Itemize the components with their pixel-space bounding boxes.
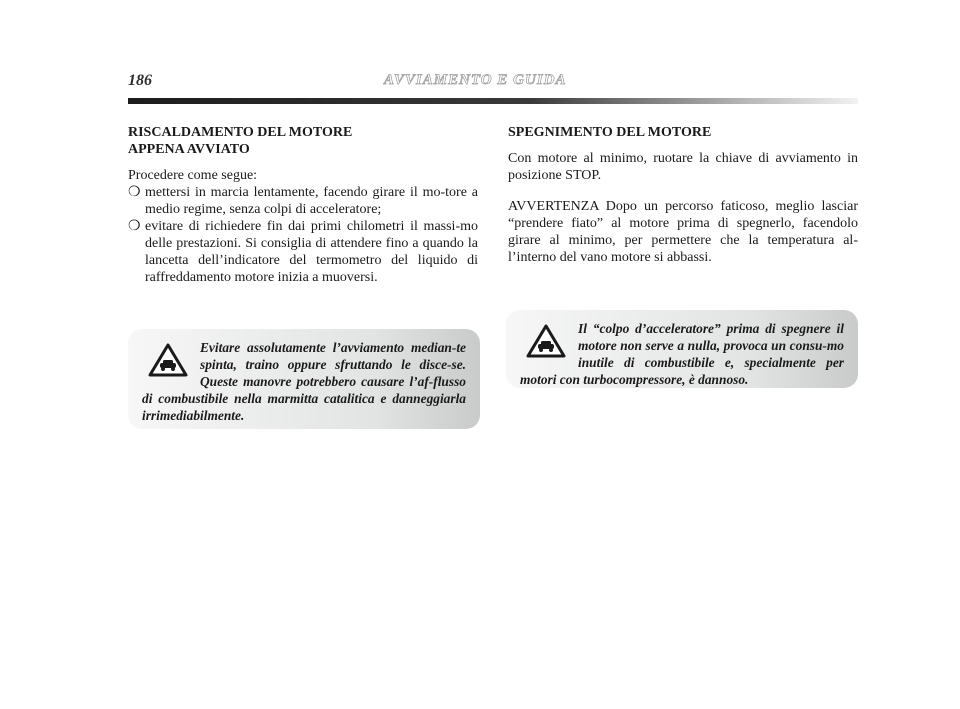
intro-text: Procedere come segue: [128, 168, 258, 183]
bullet-circle-icon: ❍ [128, 185, 141, 200]
warning-text-shutdown: Il “colpo d’acceleratore” prima di spegnere il motore non serve a nulla, provoca un consu-mo inutile di combustibile e, specialmente per motori con turbocompressore, è dannoso. [520, 321, 844, 387]
warning-box-shutdown [506, 310, 858, 388]
warning-box-warmup [128, 329, 480, 429]
paragraph-avvertenza: AVVERTENZA Dopo un percorso faticoso, meglio lasciar “prendere fiato” al motore prima di spegnerlo, facendolo girare al minimo, per permettere che la temperatura al-l’interno del vano motore si abbassi. [508, 199, 858, 265]
bullet-list [128, 184, 478, 286]
title-line-1: RISCALDAMENTO DEL MOTORE [128, 125, 353, 140]
bullet-circle-icon: ❍ [128, 219, 141, 234]
bullet-text: mettersi in marcia lentamente, facendo girare il mo-tore a medio regime, senza colpi di acceleratore; [145, 185, 478, 217]
paragraph-stop: Con motore al minimo, ruotare la chiave di avviamento in posizione STOP. [508, 151, 858, 183]
list-item [128, 218, 478, 286]
title-line-2: APPENA AVVIATO [128, 142, 250, 157]
warning-text-warmup: Evitare assolutamente l’avviamento median-te spinta, traino oppure sfruttando le disce-se. Queste manovre potrebbero causare l’af-flusso di combustibile nella marmitta catalitica e danneggiarla irrimediabilmente. [142, 340, 466, 423]
section-title-warmup [128, 124, 478, 158]
header-rule [128, 98, 858, 104]
right-column [508, 124, 858, 266]
list-item [128, 184, 478, 218]
running-title: AVVIAMENTO E GUIDA [384, 72, 567, 88]
section-title-shutdown: SPEGNIMENTO DEL MOTORE [508, 125, 712, 140]
bullet-text: evitare di richiedere fin dai primi chilometri il massi-mo delle prestazioni. Si consiglia di attendere fino a quando la lancetta dell’indicatore del termometro del liquido di raffreddamento motore inizia a muoversi. [145, 219, 478, 285]
warning-triangle-icon [148, 343, 188, 377]
left-column [128, 124, 478, 286]
page-number: 186 [128, 72, 152, 89]
warning-triangle-icon [526, 324, 566, 358]
